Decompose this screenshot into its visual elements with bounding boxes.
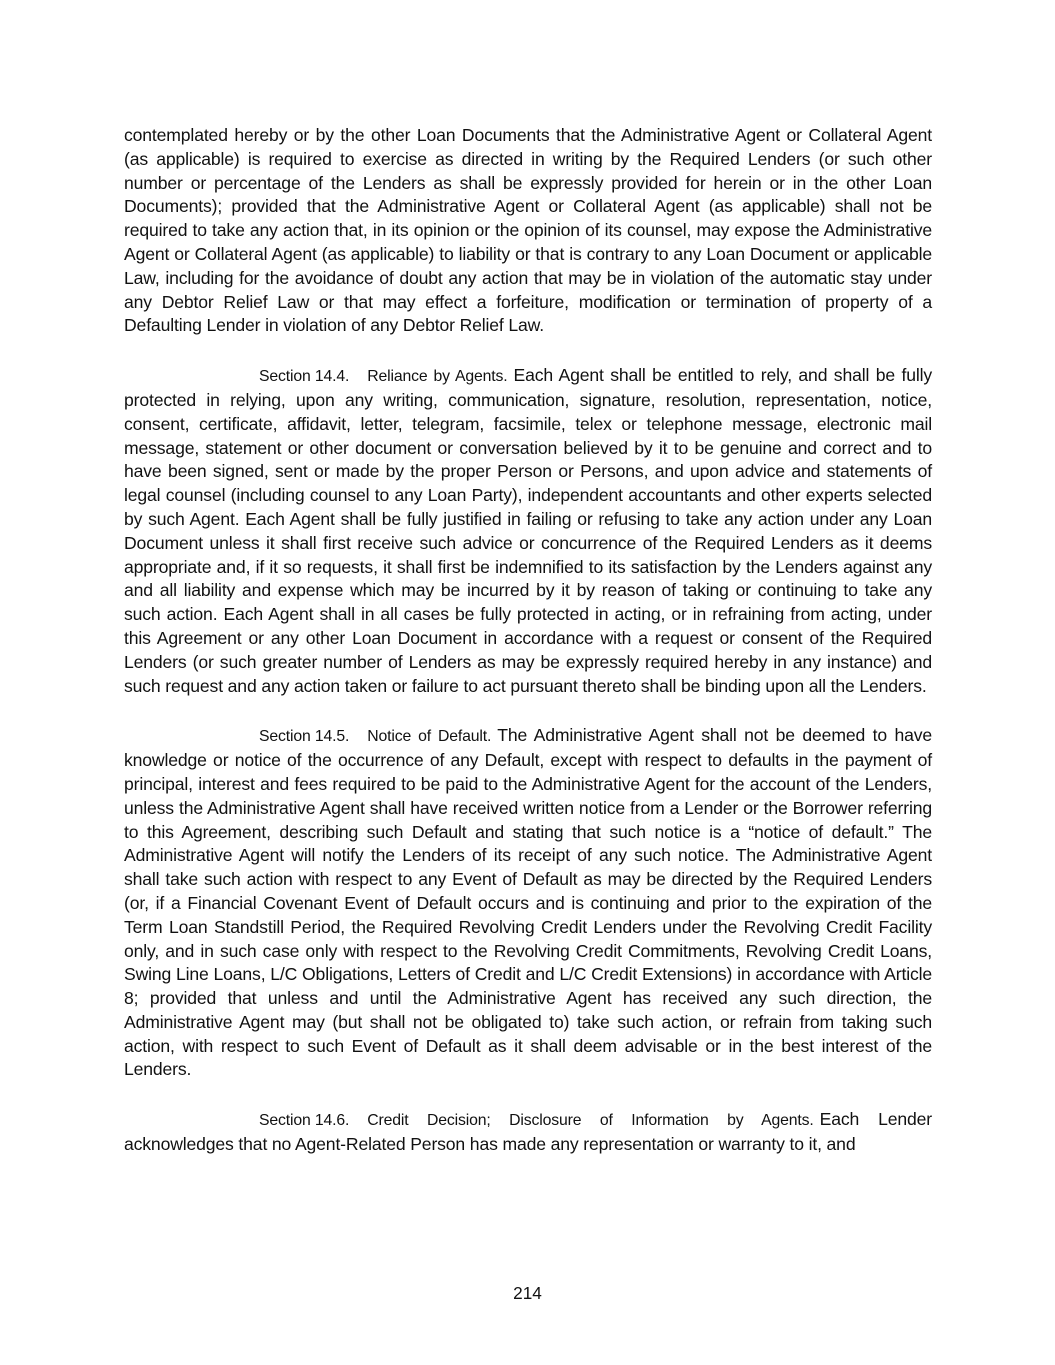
section-title: Notice of Default. [367, 728, 492, 746]
section-14-4 [124, 364, 932, 698]
section-number: Section 14.6. [259, 1112, 350, 1130]
section-body: Each Agent shall be entitled to rely, and shall be fully protected in relying, upon any writing, communication, signature, resolution, representation, notice, consent, certificate, affidavit, letter, telegram, facsimile, telex or telephone message, electronic mail message, statement or other document or conversation believed by it to be genuine and correct and to have been signed, sent or made by the proper Person or Persons, and upon advice and statements of legal counsel (including counsel to any Loan Party), independent accountants and other experts selected by such Agent. Each Agent shall be fully justified in failing or refusing to take any action under any Loan Document unless it shall first receive such advice or concurrence of the Required Lenders as it deems appropriate and, if it so requests, it shall first be indemnified to its satisfaction by the Lenders against any and all liability and expense which may be incurred by it by reason of taking or continuing to take any such action. Each Agent shall in all cases be fully protected in acting, or in refraining from acting, under this Agreement or any other Loan Document in accordance with a request or consent of the Required Lenders (or such greater number of Lenders as may be expressly required hereby in any instance) and such request and any action taken or failure to act pursuant thereto shall be binding upon all the Lenders. [124, 365, 933, 696]
page-number: 214 [513, 1283, 542, 1303]
section-title: Reliance by Agents. [367, 368, 508, 386]
continued-paragraph: contemplated hereby or by the other Loan Documents that the Administrative Agent or Collateral Agent (as applicable) is required to exercise as directed in writing by the Required Lenders (or such other number or percentage of the Lenders as shall be expressly provided for herein or in the other Loan Documents); provided that the Administrative Agent or Collateral Agent (as applicable) shall not be required to take any action that, in its opinion or the opinion of its counsel, may expose the Administrative Agent or Collateral Agent (as applicable) to liability or that is contrary to any Loan Document or applicable Law, including for the avoidance of doubt any action that may be in violation of the automatic stay under any Debtor Relief Law or that may effect a forfeiture, modification or termination of property of a Defaulting Lender in violation of any Debtor Relief Law. [124, 125, 932, 336]
section-body: The Administrative Agent shall not be deemed to have knowledge or notice of the occurrence of any Default, except with respect to defaults in the payment of principal, interest and fees required to be paid to the Administrative Agent for the account of the Lenders, unless the Administrative Agent shall have received written notice from a Lender or the Borrower referring to this Agreement, describing such Default and stating that such notice is a “notice of default.” The Administrative Agent will notify the Lenders of its receipt of any such notice. The Administrative Agent shall take such action with respect to any Event of Default as may be directed by the Required Lenders (or, if a Financial Covenant Event of Default occurs and is continuing and prior to the expiration of the Term Loan Standstill Period, the Required Revolving Credit Lenders under the Revolving Credit Facility only, and in such case only with respect to the Revolving Credit Commitments, Revolving Credit Loans, Swing Line Loans, L/C Obligations, Letters of Credit and L/C Credit Extensions) in accordance with Article 8; provided that unless and until the Administrative Agent has received any such direction, the Administrative Agent may (but shall not be obligated to) take such action, or refrain from taking such action, with respect to such Event of Default as it shall deem advisable or in the best interest of the Lenders. [124, 725, 932, 1080]
section-title: Credit Decision; Disclosure of Information by Agents. [367, 1112, 814, 1130]
section-number: Section 14.5. [259, 728, 350, 746]
section-14-6 [124, 1108, 932, 1157]
section-number: Section 14.4. [259, 368, 350, 386]
document-page [124, 124, 932, 1157]
section-body: Each Lender acknowledges that no Agent-Related Person has made any representation or warranty to it, and [124, 1109, 933, 1155]
section-14-5 [124, 724, 932, 1082]
